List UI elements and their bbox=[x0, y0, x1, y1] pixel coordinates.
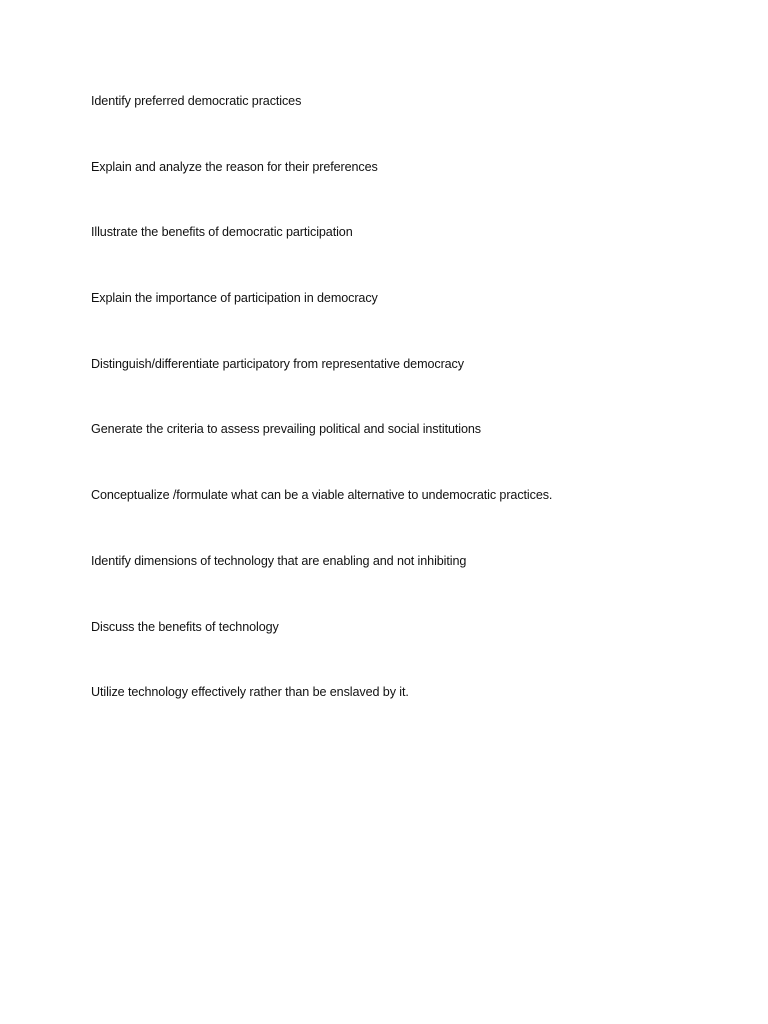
objective-item: Identify preferred democratic practices bbox=[91, 94, 302, 108]
objective-item: Identify dimensions of technology that are enabling and not inhibiting bbox=[91, 553, 467, 568]
objectives-list bbox=[91, 93, 731, 750]
objective-item: Conceptualize /formulate what can be a viable alternative to undemocratic practices. bbox=[91, 488, 553, 503]
objective-item: Illustrate the benefits of democratic participation bbox=[91, 225, 353, 240]
objective-item: Distinguish/differentiate participatory from representative democracy bbox=[91, 356, 464, 371]
objective-item: Discuss the benefits of technology bbox=[91, 619, 279, 634]
objective-item: Explain and analyze the reason for their preferences bbox=[91, 159, 378, 174]
objective-item: Explain the importance of participation in democracy bbox=[91, 291, 378, 306]
objective-item: Utilize technology effectively rather than be enslaved by it. bbox=[91, 685, 409, 700]
objective-item: Generate the criteria to assess prevailing political and social institutions bbox=[91, 422, 482, 437]
